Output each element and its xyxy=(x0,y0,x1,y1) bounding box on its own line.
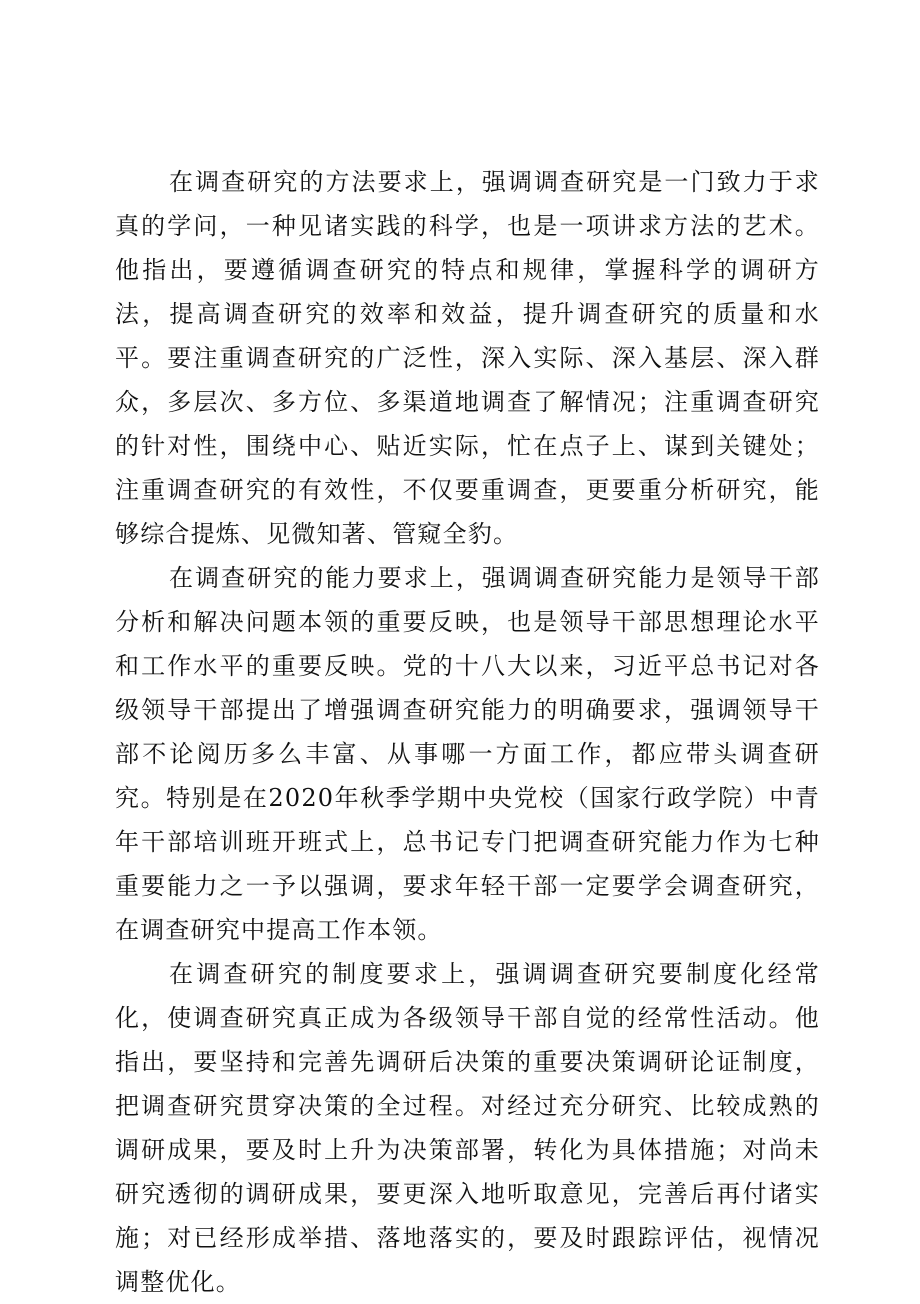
paragraph-method: 在调查研究的方法要求上，强调调查研究是一门致力于求真的学问，一种见诸实践的科学，也是一项讲求方法的艺术。他指出，要遵循调查研究的特点和规律，掌握科学的调研方法，提高调查研究的效率和效益，提升调查研究的质量和水平。要注重调查研究的广泛性，深入实际、深入基层、深入群众，多层次、多方位、多渠道地调查了解情况；注重调查研究的针对性，围绕中心、贴近实际，忙在点子上、谋到关键处；注重调查研究的有效性，不仅要重调查，更要重分析研究，能够综合提炼、见微知著、管窥全豹。 xyxy=(115,168,820,548)
document-body xyxy=(115,160,820,1304)
paragraph-ability: 在调查研究的能力要求上，强调调查研究能力是领导干部分析和解决问题本领的重要反映，也是领导干部思想理论水平和工作水平的重要反映。党的十八大以来，习近平总书记对各级领导干部提出了增强调查研究能力的明确要求，强调领导干部不论阅历多么丰富、从事哪一方面工作，都应带头调查研究。特别是在2020年秋季学期中央党校（国家行政学院）中青年干部培训班开班式上，总书记专门把调查研究能力作为七种重要能力之一予以强调，要求年轻干部一定要学会调查研究，在调查研究中提高工作本领。 xyxy=(115,564,820,944)
paragraph-system: 在调查研究的制度要求上，强调调查研究要制度化经常化，使调查研究真正成为各级领导干部自觉的经常性活动。他指出，要坚持和完善先调研后决策的重要决策调研论证制度，把调查研究贯穿决策的全过程。对经过充分研究、比较成熟的调研成果，要及时上升为决策部署，转化为具体措施；对尚未研究透彻的调研成果，要更深入地听取意见，完善后再付诸实施；对已经形成举措、落地落实的，要及时跟踪评估，视情况调整优化。 xyxy=(115,960,820,1296)
